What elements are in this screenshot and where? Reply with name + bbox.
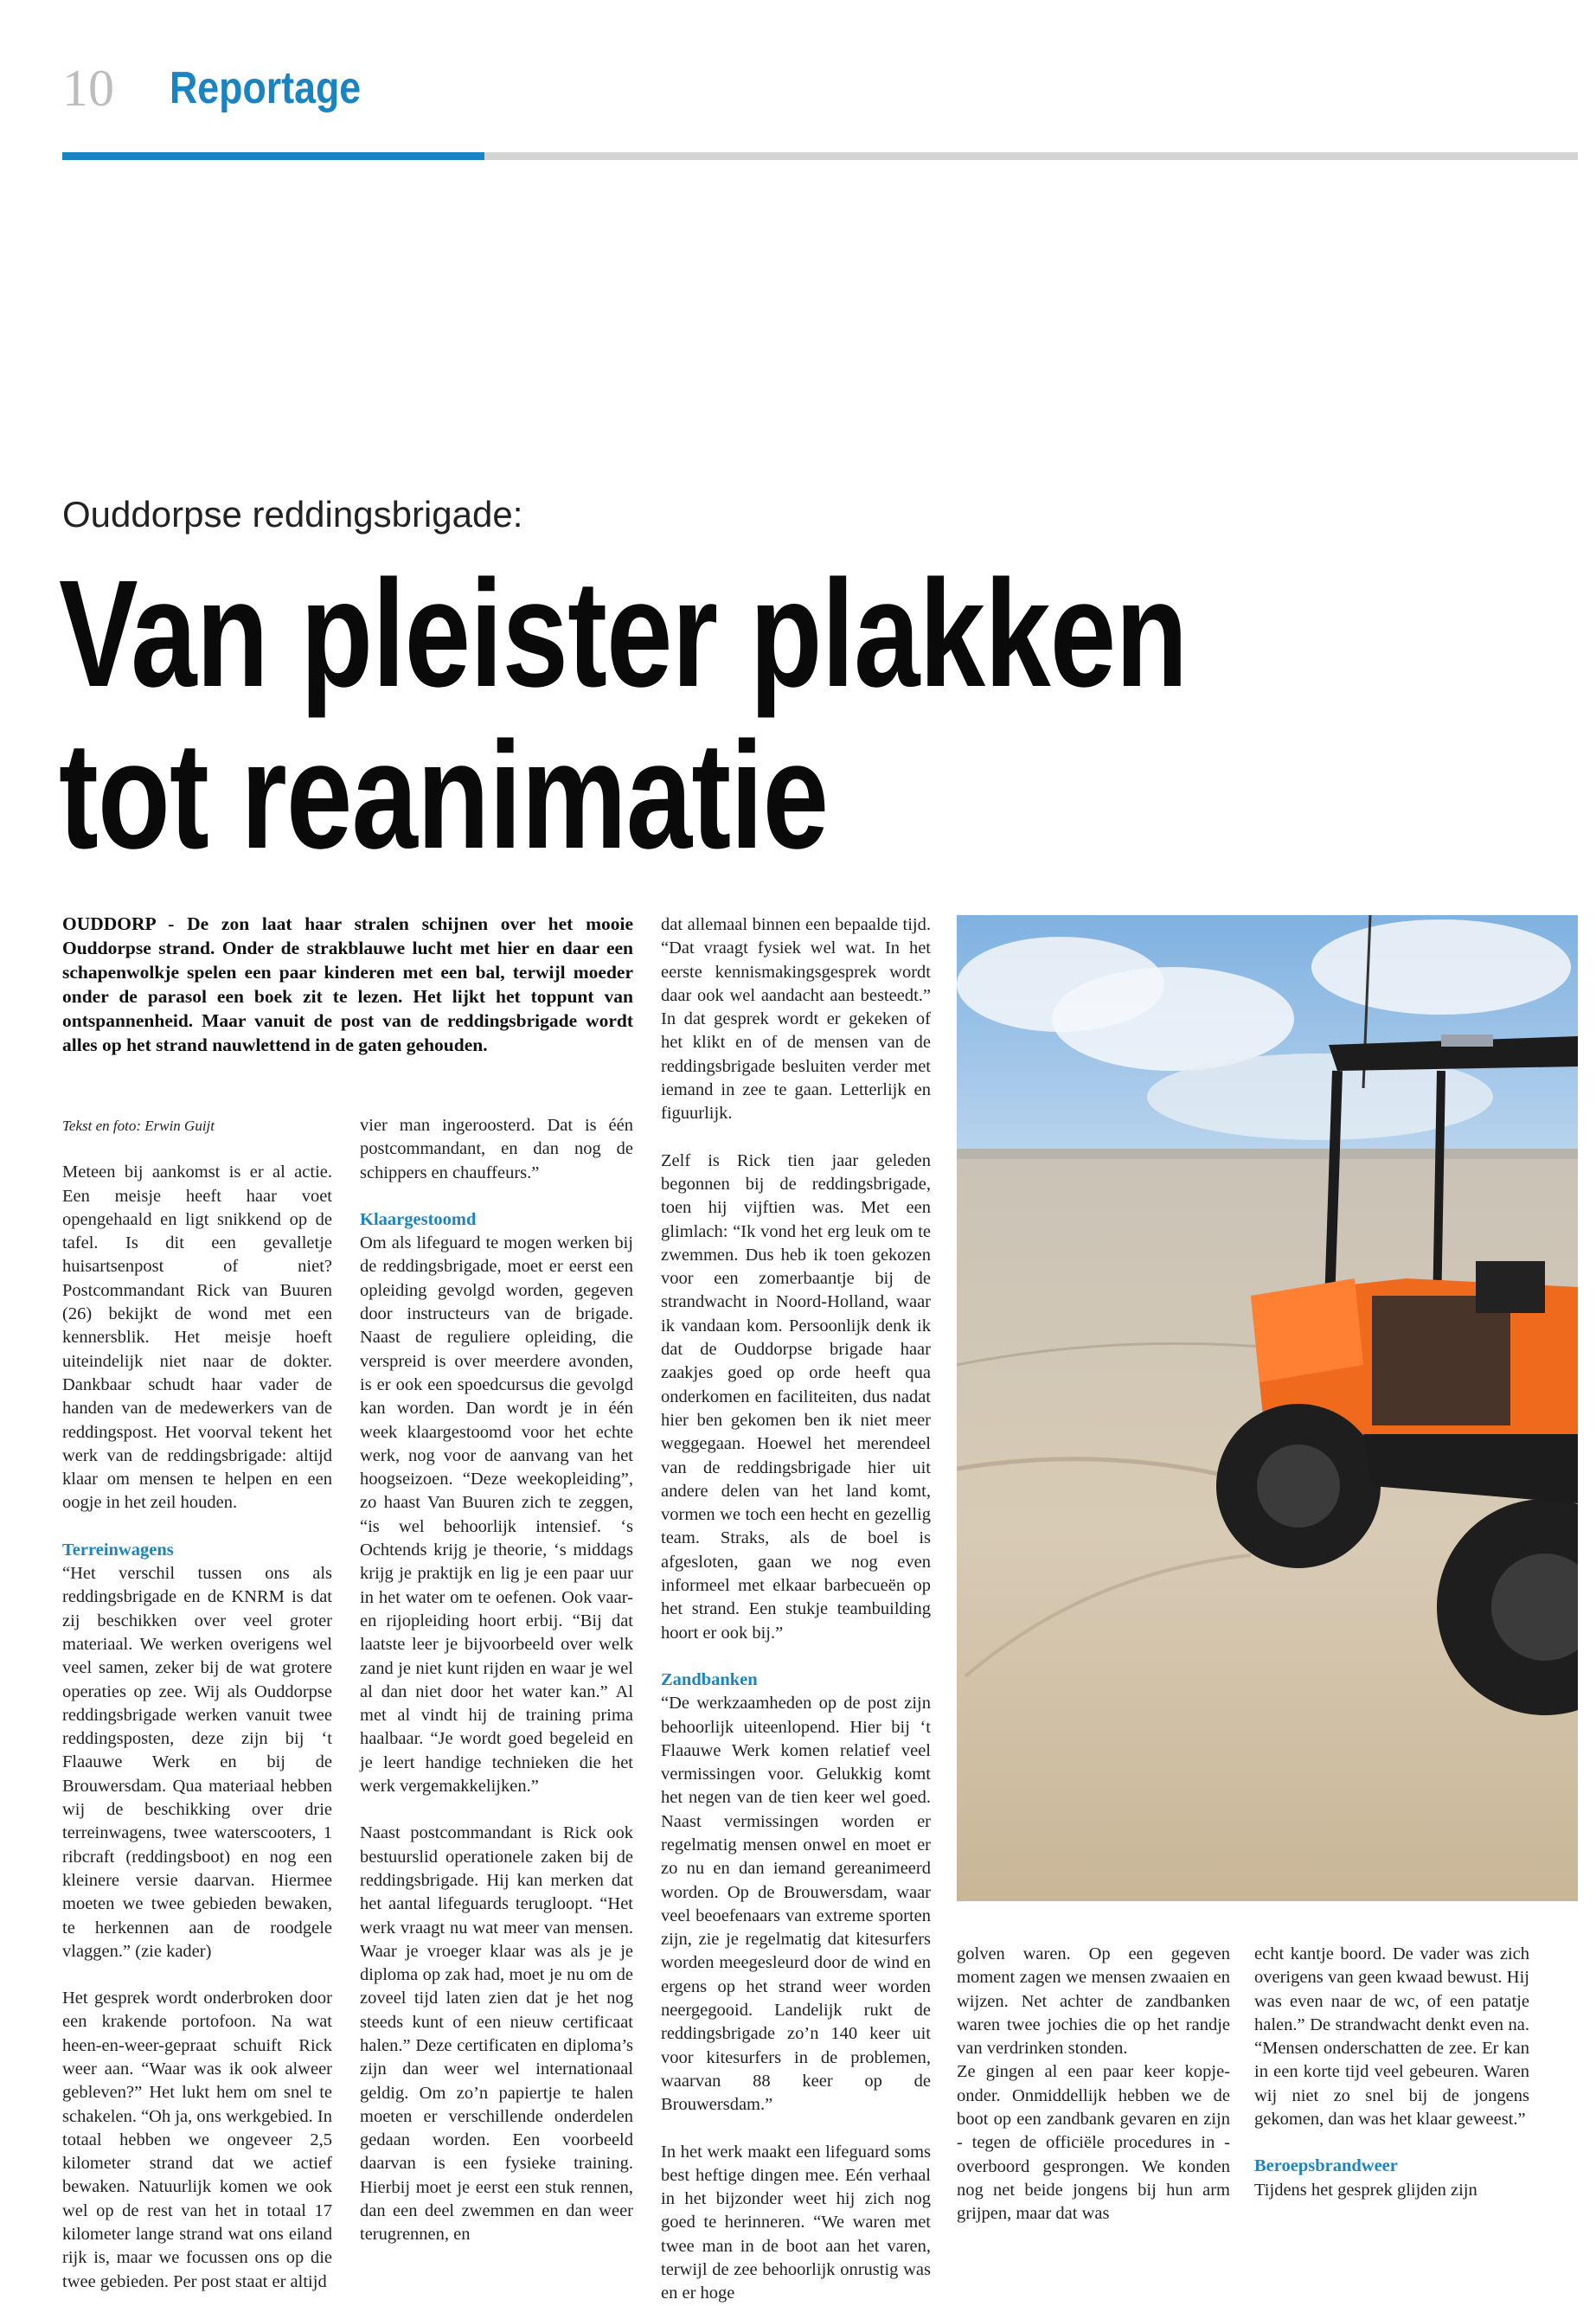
headline-line-2: tot reanimatie	[59, 710, 829, 881]
photo-credit: Tekst en foto: Erwin Guijt	[62, 1118, 215, 1134]
paragraph: Het gesprek wordt onderbroken door een krakende portofoon. Na wat heen-en-weer-gepraat schuift Rick weer aan. “Waar was ik ook alweer gebleven?” Het lukt hem om snel te schakelen. “Oh ja, ons werkgebied. In totaal hebben we ongeveer 2,5 kilometer strand dat we actief bewaken. Natuurlijk komen we ook wel op de rest van het in totaal 17 kilometer lange strand wat ons eiland rijk is, maar we focussen ons op die twee gebieden. Per post staat er altijd	[62, 1989, 332, 2291]
paragraph: In het werk maakt een lifeguard soms best heftige dingen mee. Eén verhaal in het bijzonder weet hij zich nog goed te herinneren. “We waren met twee man in de boot aan het varen, terwijl de zee behoorlijk onrustig was en er hoge	[661, 2142, 931, 2303]
article-lead: OUDDORP - De zon laat haar stralen schijnen over het mooie Ouddorpse strand. Onder de strakblauwe lucht met hier en daar een schapenwolkje spelen een paar kinderen met een bal, terwijl moeder onder de parasol een boek zit te lezen. Het lijkt het toppunt van ontspannenheid. Maar vanuit de post van de reddingsbrigade wordt alles op het strand nauwlettend in de gaten gehouden.	[62, 913, 633, 1055]
article-column-5	[1254, 1943, 1529, 2202]
paragraph: Tijdens het gesprek glijden zijn	[1254, 2180, 1477, 2200]
section-title: Reportage	[170, 63, 362, 113]
paragraph: vier man ingeroosterd. Dat is één postcommandant, en dan nog de schippers en chauffeurs.”	[360, 1116, 633, 1182]
subheading-klaargestoomd: Klaargestoomd	[360, 1209, 477, 1229]
subheading-zandbanken: Zandbanken	[661, 1669, 758, 1689]
headline-line-1: Van pleister plakken	[59, 549, 1188, 719]
paragraph: golven waren. Op een gegeven moment zagen we mensen zwaaien en wijzen. Net achter de zandbanken waren twee jochies die op het randje van verdrinken stonden.	[957, 1944, 1230, 2059]
paragraph: Om als lifeguard te mogen werken bij de reddingsbrigade, moet er eerst een opleiding gevolgd worden, gegeven door instructeurs van de brigade. Naast de reguliere opleiding, die verspreid is over meerdere avonden, is er ook een spoedcursus die gevolgd kan worden. Dan wordt je in één week klaargestoomd voor het echte werk, nog voor de aanvang van het hoogseizoen. “Deze weekopleiding”, zo haast Van Buuren zich te zeggen, “is wel behoorlijk intensief. ‘s Ochtends krijg je theorie, ‘s middags krijg je praktijk en lig je een paar uur in het water om te oefenen. Ook vaar- en rijopleiding hoort erbij. “Bij dat laatste leer je bijvoorbeeld over welk zand je niet kunt rijden en waar je wel al dan niet door het water kan.” Al met al vindt hij de training prima haalbaar. “Je wordt goed begeleid en je leert handige technieken die het werk vergemakkelijken.”	[360, 1233, 633, 1797]
paragraph: “Het verschil tussen ons als reddingsbrigade en de KNRM is dat zij beschikken over veel groter materiaal. We werken overigens wel veel samen, zeker bij de wat grotere operaties op zee. Wij als Ouddorpse reddingsbrigade werken vanuit twee reddingsposten, deze zijn bij ‘t Flaauwe Werk en bij de Brouwersdam. Qua materiaal hebben wij de beschikking over drie terreinwagens, twee waterscooters, 1 ribcraft (reddingsboot) en nog een kleinere versie daarvan. Hiermee moeten we twee gebieden bewaken, te herkennen aan de roodgele vlaggen.” (zie kader)	[62, 1564, 332, 1961]
paragraph: Meteen bij aankomst is er al actie. Een meisje heeft haar voet opengehaald en ligt snikkend op de tafel. Is dit een gevalletje huisartsenpost of niet? Postcommandant Rick van Buuren (26) bekijkt de wond met een kennersblik. Het meisje hoeft uiteindelijk niet naar de dokter. Dankbaar schudt haar vader de handen van de medewerkers van de reddingspost. Het voorval tekent het werk van de reddingsbrigade: altijd klaar om mensen te helpen en een oogje in het zeil houden.	[62, 1163, 332, 1513]
paragraph: Zelf is Rick tien jaar geleden begonnen bij de reddingsbrigade, toen hij vijftien was. Met een glimlach: “Ik vond het erg leuk om te zwemmen. Dus heb ik toen gekozen voor een zomerbaantje bij de strandwacht in Noord-Holland, waar ik vandaan kom. Persoonlijk denk ik dat de Ouddorpse brigade haar zaakjes goed op orde heeft qua onderkomen en faciliteiten, dus nadat hier ben gekomen ben ik niet meer weggegaan. Hoewel het merendeel van de reddingsbrigade hier uit andere delen van het land komt, vormen we toch een hecht en gezellig team. Straks, als de boel is afgesloten, gaan we nog even informeel met elkaar barbecueën op het strand. Een stukje teambuilding hoort er ook bij.”	[661, 1150, 931, 1643]
article-column-2	[360, 1114, 633, 2247]
subheading-beroepsbrandweer: Beroepsbrandweer	[1254, 2156, 1398, 2176]
paragraph: echt kantje boord. De vader was zich overigens van geen kwaad bewust. Hij was even naar de wc, of een patatje halen.” De strandwacht denkt even na. “Mensen onderschatten de zee. Er kan in een korte tijd veel gebeuren. Waren wij niet zo snel bij de jongens gekomen, dan was het klaar geweest.”	[1254, 1944, 1529, 2130]
page-number: 10	[62, 60, 114, 117]
paragraph: Ze gingen al een paar keer kopje-onder. Onmiddellijk hebben we de boot op een zandbank gevaren en zijn - tegen de officiële procedures in - overboord gesprongen. We konden nog net beide jongens bij hun arm grijpen, maar dat was	[957, 2062, 1230, 2224]
paragraph: dat allemaal binnen een bepaalde tijd. “Dat vraagt fysiek wel wat. In het eerste kennismakingsgesprek wordt daar ook wel aandacht aan besteedt.” In dat gesprek wordt er gekeken of het klikt en of de mensen van de reddingsbrigade besluiten verder met iemand in zee te gaan. Letterlijk en figuurlijk.	[661, 915, 931, 1124]
paragraph: “De werkzaamheden op de post zijn behoorlijk uiteenlopend. Hier bij ‘t Flaauwe Werk komen relatief veel vermissingen voor. Gelukkig komt het negen van de tien keer wel goed. Naast vermissingen worden er regelmatig mensen onwel en moet er zo nu en dan iemand gereanimeerd worden. Op de Brouwersdam, waar veel beoefenaars van extreme sporten zijn, zie je regelmatig dat kitesurfers worden meegesleurd door de wind en ergens op het strand weer worden neergegooid. Landelijk rukt de reddingsbrigade zo’n 140 keer uit voor kitesurfers in de problemen, waarvan 88 keer op de Brouwersdam.”	[661, 1694, 931, 2115]
article-headline	[59, 549, 1188, 881]
subheading-terreinwagens: Terreinwagens	[62, 1540, 174, 1560]
article-column-4	[957, 1943, 1230, 2226]
article-column-1	[62, 1114, 332, 2294]
paragraph: Naast postcommandant is Rick ook bestuurslid operationele zaken bij de reddingsbrigade. Hij kan merken dat het aantal lifeguards terugloopt. “Het werk vraagt nu wat meer van mensen. Waar je vroeger klaar was als je je diploma op zak had, moet je nu om de zoveel tijd laten zien dat je het nog steeds kunt of een nieuw certificaat halen.” Deze certificaten en diploma’s zijn dan weer wel internationaal geldig. Om zo’n papiertje te halen moeten er verschillende onderdelen gedaan worden. Een voorbeeld daarvan is een fysieke training. Hierbij moet je eerst een stuk rennen, dan een deel zwemmen en dan weer terugrennen, en	[360, 1823, 633, 2245]
header-rule-accent	[62, 152, 484, 160]
header-rule	[484, 152, 1578, 160]
article-column-3	[661, 913, 931, 2306]
article-kicker: Ouddorpse reddingsbrigade:	[62, 494, 523, 535]
article-photo-utv-on-beach	[957, 915, 1578, 1901]
